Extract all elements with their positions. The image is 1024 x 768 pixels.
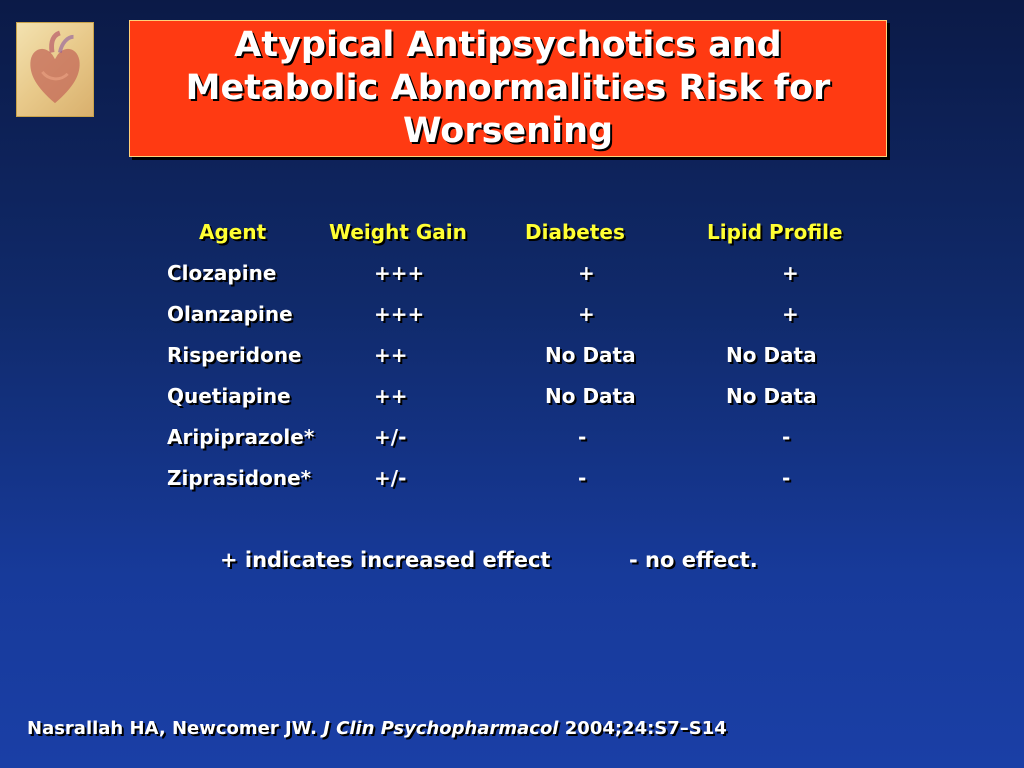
- header-weight-gain: Weight Gain: [329, 220, 467, 244]
- header-lipid-profile: Lipid Profile: [707, 220, 843, 244]
- citation-authors: Nasrallah HA, Newcomer JW.: [27, 718, 317, 739]
- row-weight-gain: +/-: [374, 425, 407, 449]
- row-diabetes: +: [578, 302, 595, 326]
- heart-logo: [16, 22, 94, 117]
- row-agent: Clozapine: [167, 261, 277, 285]
- row-diabetes: No Data: [545, 384, 636, 408]
- slide-title: Atypical Antipsychotics and Metabolic Abnormalities Risk for Worsening: [185, 25, 831, 151]
- title-box: [129, 20, 887, 157]
- row-weight-gain: +++: [374, 261, 425, 285]
- row-lipid: -: [782, 466, 791, 490]
- row-diabetes: -: [578, 466, 587, 490]
- header-agent: Agent: [199, 220, 267, 244]
- row-weight-gain: ++: [374, 384, 408, 408]
- row-agent: Quetiapine: [167, 384, 291, 408]
- row-weight-gain: +/-: [374, 466, 407, 490]
- citation-details: 2004;24:S7–S14: [564, 718, 727, 739]
- heart-icon: [17, 23, 93, 116]
- row-lipid: -: [782, 425, 791, 449]
- row-weight-gain: +++: [374, 302, 425, 326]
- row-lipid: +: [782, 302, 799, 326]
- row-lipid: No Data: [726, 343, 817, 367]
- row-agent: Risperidone: [167, 343, 302, 367]
- row-agent: Olanzapine: [167, 302, 293, 326]
- citation-journal: J Clin Psychopharmacol: [323, 718, 559, 739]
- legend-no-effect: - no effect.: [629, 548, 758, 572]
- row-agent: Ziprasidone*: [167, 466, 312, 490]
- row-diabetes: No Data: [545, 343, 636, 367]
- row-agent: Aripiprazole*: [167, 425, 315, 449]
- citation: [27, 717, 727, 741]
- row-weight-gain: ++: [374, 343, 408, 367]
- legend-increased: + indicates increased effect: [220, 548, 551, 572]
- row-diabetes: +: [578, 261, 595, 285]
- header-diabetes: Diabetes: [525, 220, 625, 244]
- row-lipid: No Data: [726, 384, 817, 408]
- row-diabetes: -: [578, 425, 587, 449]
- row-lipid: +: [782, 261, 799, 285]
